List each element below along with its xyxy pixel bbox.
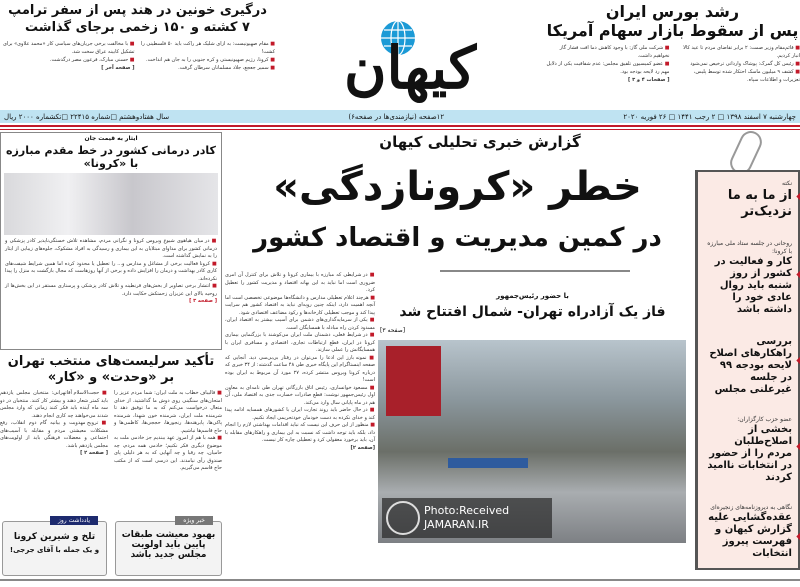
bottom-divider	[0, 579, 800, 581]
paragraph: ■ ترویج مهدویت و بیانیه گام دوم انقلاب، رفع مشکلات معیشتی مردم و مقابله با آسیب‌های اجتماعی و معضلات فرهنگی باید از اولویت‌های مجلس یازدهم باشد.	[0, 420, 108, 450]
caption-paragraph: ■ کرونا فعالیت برخی از مشاغل و مدارس و... را تعطیل یا محدود کرده اما همین شرایط شیفت‌های کاری کادر بهداشت و درمان را افزایش داده و برخی از آنها روزهاست که مجال بازگشت به منزل را پیدا نکرده‌اند.	[5, 261, 217, 284]
special-news-tag: خبر ویژه	[175, 516, 213, 525]
watermark-line2: JAMARAN.IR	[424, 518, 489, 531]
paragraph: ■ در حال حاضر باید روند تجارت ایران با کشورهای همسایه ادامه پیدا کند و خدای نکرده به دست خودمان خودتحریمی ایجاد نکنیم.	[225, 407, 375, 422]
page-count: ۱۲صفحه (نیازمندی‌ها در صفحه۶)	[348, 112, 445, 121]
jamaran-logo	[386, 501, 420, 535]
sub-kicker: با حضور رئیس‌جمهور	[496, 292, 569, 300]
panel-item-title: بخشی از اصلاح‌طلبان مردم را از حضور در انتخابات ناامید کردند	[707, 424, 792, 483]
bullet: ■ کشف ۹ میلیون ماسک احتکار شده توسط پلیس، تعزیرات و اطلاعات سپاه.	[676, 68, 800, 84]
panel-item[interactable]	[707, 504, 792, 560]
road-sign	[448, 458, 528, 468]
editorial-title: تلخ و شیرین کرونا	[13, 532, 96, 542]
editorial-subtitle: و یک جمله با آقای جرجی!	[9, 546, 100, 554]
bullet: ■ رئیس کل گمرک: پوشاک وارداتی ترخیص نمی‌شود	[676, 60, 800, 68]
page-ref: [ صفحه ۲ ]	[80, 450, 108, 456]
date: چهارشنبه ۷ اسفند ۱۳۹۸ □ ۲ رجب ۱۴۴۱ □ ۲۶ فوریه ۲۰۲۰	[623, 112, 796, 121]
right-headline-line2: پس از سقوط بازار سهام آمریکا	[546, 21, 799, 40]
page-ref: [ صفحات ۴ و ۳ ]	[628, 77, 670, 83]
medical-staff-photo	[4, 173, 218, 235]
bullet: ■ حسنی مبارک، فرعون مصر درگذشت.	[0, 56, 135, 64]
left-headline-2	[0, 354, 222, 386]
left-kicker: ایثار به قیمت جان	[84, 135, 138, 142]
left-headline	[0, 2, 275, 36]
divider	[440, 270, 630, 272]
left-bullets	[0, 40, 275, 72]
paragraph: ■ مسعود خوانساری، رئیس اتاق بازرگانی تهران طی نامه‌ای به معاون اول رئیس‌جمهور نوشت: قطع صادرات خسارت جدی به اقتصاد ملی، آن هم در ماه پایانی سال وارد می‌کند.	[225, 385, 375, 408]
panel-item-title: از ما به ما نزدیک‌تر	[727, 188, 792, 219]
panel-item-kicker: عضو حزب کارگزاران:	[737, 416, 792, 423]
panel-item[interactable]	[707, 180, 792, 220]
left-headline-corona: کادر درمانی کشور در خط مقدم مبارزه با «کرونا»	[6, 144, 216, 170]
sub-headline: فاز یک آزادراه تهران- شمال افتتاح شد	[399, 304, 666, 320]
panel-item-kicker: نگاهی به دیروزنامه‌های زنجیره‌ای	[710, 504, 792, 511]
paragraph: ■ حجت‌الاسلام آقاتهرانی: منتخبان مجلس یازدهم باید کمتر شعار دهند و بیشتر کار کنند. منتخبان در دو سه ماه آینده باید فکر کنند زمانی که وارد مجلس شدند می‌خواهند چه کاری انجام دهند.	[0, 390, 108, 420]
paragraph: ■ در شرایط فعلی، دشمنان ملت ایران می‌کوشند با بزرگنمایی بیماری کرونا در ایران، قطع ارتباطات تجاری، اقتصادی و مسافری ایران با همسایگانش را عملی سازند.	[225, 332, 375, 355]
caption-paragraph: ■ در میان هیاهوی شیوع ویروس کرونا و نگرانی مردم، مشاهده تلاش خستگی‌ناپذیر کادر پزشکی و درمانی کشور برای مداوای مبتلایان به این بیماری و رسیدگی به افراد مشکوک، جلوه‌های زیبایی از ایثار را به نمایش گذاشته است.	[5, 238, 217, 261]
panel-item-title: بررسی راهکارهای اصلاح لایحه بودجه ۹۹ در جلسه غیرعلنی مجلس	[709, 336, 792, 395]
page-badge	[796, 187, 800, 205]
bullet: ■ عضو کمیسیون تلفیق مجلس: عدم شفافیت یکی از دلایل مهم رد لایحه بودجه بود.	[545, 60, 670, 76]
main-headline	[225, 158, 690, 260]
caption-paragraph: ■ انتشار برخی تصاویر از بخش‌های قرنطینه و تلاش کادر پزشکی و پرستاری مستقر در این بخش‌ها از روحیه بالای این عزیزان زحمتکش حکایت دارد.	[5, 283, 217, 298]
bullet: ■ سمیر جعجع، جلاد مسلمانان سرطان گرفت.	[141, 64, 276, 72]
page-ref: [ صفحه ۳ ]	[189, 298, 217, 304]
editorial-tag: یادداشت روز	[50, 516, 98, 525]
paragraph: ■ منظور از این حرف این نیست که نباید اقدامات بهداشتی لازم را انجام داد، بلکه باید توجه داشت که نسبت به این بیماری و راهکارهای مقابله با آن، باید برخورد معقولی کرد و تعطیلی چاره کار نیست.	[225, 422, 375, 445]
right-news-panel	[695, 170, 800, 570]
paragraph: ■ هرچند اعلام تعطیلی مدارس و دانشگاه‌ها موضوعی تخصصی است اما آنچه اهمیت دارد، اینکه چنین رویه‌ای نباید به اقتصاد کشور هم سرایت پیدا کند و موجب تعطیلی کارخانه‌ها و رکود مضاعف اقتصادی شود.	[225, 295, 375, 318]
panel-item-title: عقده‌گشایی علیه گزارش کیهان و فهرست پیروز انتخابات	[708, 512, 792, 559]
paragraph: ■ همه با هم از امروز عهد ببندیم جز خادمی ملت به موضوع دیگری فکر نکنیم؛ خادمی همه مردم، چه حامیان، چه رقبا و چه آنهایی که به هر دلیلی پای صندوق رأی نیامدند. این درسی است که از مکتب حاج قاسم می‌گیریم.	[114, 435, 222, 473]
panel-item[interactable]	[707, 336, 792, 396]
panel-item-title: کار و فعالیت در کشور از روز شنبه باید روال عادی خود را داشته باشد	[714, 256, 792, 315]
exhibit-panel	[386, 346, 441, 416]
page-badge	[796, 351, 800, 369]
panel-item[interactable]	[707, 416, 792, 484]
special-news-title: بهبود معیشت طبقات پایین باید اولویت مجلس جدید باشد	[121, 530, 216, 560]
center-body	[225, 272, 375, 452]
bullet: ■ مقام صهیونیست: به ازای شلیک هر راکت باید ۵۰ فلسطینی را کشت!	[141, 40, 276, 56]
center-kicker: گزارش خبری تحلیلی کیهان	[379, 133, 581, 151]
bullet: ■ شرکت ملی گاز: با وجود کاهش دما افت فشار گاز نخواهیم داشت.	[545, 44, 670, 60]
watermark-line1: Photo:Received	[424, 504, 510, 517]
paragraph: ■ نمونه بارز این ادعا را می‌توان در رفتار بی‌بی‌سی دید. آنجایی که صفحه اینستاگرام این پایگاه خبری طی ۴۸ ساعت گذشته: از ۳۴ خبری که درباره کرونا ویروس منتشر کرده، ۲۷ مورد آن مربوط به ایران بوده است!	[225, 355, 375, 385]
divider	[0, 125, 800, 127]
bullet: ■ با مخالفت برخی جریان‌های سیاسی کار «محمد علاوی» برای تشکیل کابینه عراق سخت شد.	[0, 40, 135, 56]
issue-info: سال هفتادوهشتم □شماره ۲۲۴۱۵ □تکشماره ۲۰۰۰ ریال	[4, 112, 170, 121]
left-headline-2-line1: تأکید سرلیست‌های منتخب تهران	[7, 354, 215, 369]
logo-text: کیهان	[343, 34, 477, 102]
paragraph: ■ قالیباف خطاب به ملت ایران: شما مردم عزیز را امتحان‌های سنگینی روی دوش ما گذاشتید. از خدای متعال درخواست می‌کنم که به ما توفیق دهد تا شرمنده ملت ایران، شرمنده خون شهدا، شرمنده پاکی‌ها، پابرهنه‌ها، رنجورها، حججی‌ها، کاظمی‌ها و حاج قاسم‌ها نباشیم.	[114, 390, 222, 435]
date-bar	[0, 110, 800, 123]
page-badge	[796, 437, 800, 455]
page-badge	[796, 527, 800, 545]
left-headline-2-line2: بر «وحدت» و «کار»	[47, 370, 175, 385]
divider	[0, 129, 800, 130]
page-ref: [صفحه ۳]	[380, 327, 406, 334]
bullet: ■ کرونا، رژیم صهیونیستی و کره جنوبی را به جان هم انداخت.	[141, 56, 276, 64]
main-headline-line2: در کمین مدیریت و اقتصاد کشور	[253, 223, 662, 253]
main-headline-line1: خطر «کرونازدگی»	[273, 164, 642, 210]
page-ref: [صفحه ۲]	[350, 444, 375, 451]
logo	[285, 10, 535, 105]
paragraph: ■ یکی از سرمایه‌گذاری‌های دشمن برای آسیب بیشتر به اقتصاد ایران، مسدود کردن راه مبادله با همسایگان است.	[225, 317, 375, 332]
left-headline-line2: ۷ کشته و ۱۵۰ زخمی برجای گذاشت	[25, 20, 250, 35]
bullet: ■ قائم‌مقام وزیر صمت: ۲ برابر تقاضای مردم تا عید کالا انبار کردیم.	[676, 44, 800, 60]
panel-item-kicker: نکته	[781, 180, 792, 187]
panel-item-kicker: روحانی در جلسه ستاد ملی مبارزه با کرونا:	[707, 240, 792, 255]
right-headline-line1: رشد بورس ایران	[605, 2, 740, 21]
left-columns	[0, 390, 222, 473]
page-badge	[796, 265, 800, 283]
right-bullets	[545, 44, 800, 84]
panel-item[interactable]	[707, 240, 792, 316]
paragraph: ■ در شرایطی که مبارزه با بیماری کرونا و تلاش برای کنترل آن امری ضروری است اما نباید به این بهانه اقتصاد و مدیریت کشور را تعطیل کرد.	[225, 272, 375, 295]
right-headline	[545, 2, 800, 40]
left-headline-line1: درگیری خونین در هند پس از سفر ترامپ	[8, 3, 267, 18]
page-ref: [ صفحه آخر ]	[101, 65, 135, 71]
watermark	[382, 498, 552, 538]
left-feature-box	[0, 132, 222, 350]
editorial-box	[2, 517, 107, 576]
left-caption	[1, 238, 221, 306]
special-news-box	[115, 517, 222, 576]
